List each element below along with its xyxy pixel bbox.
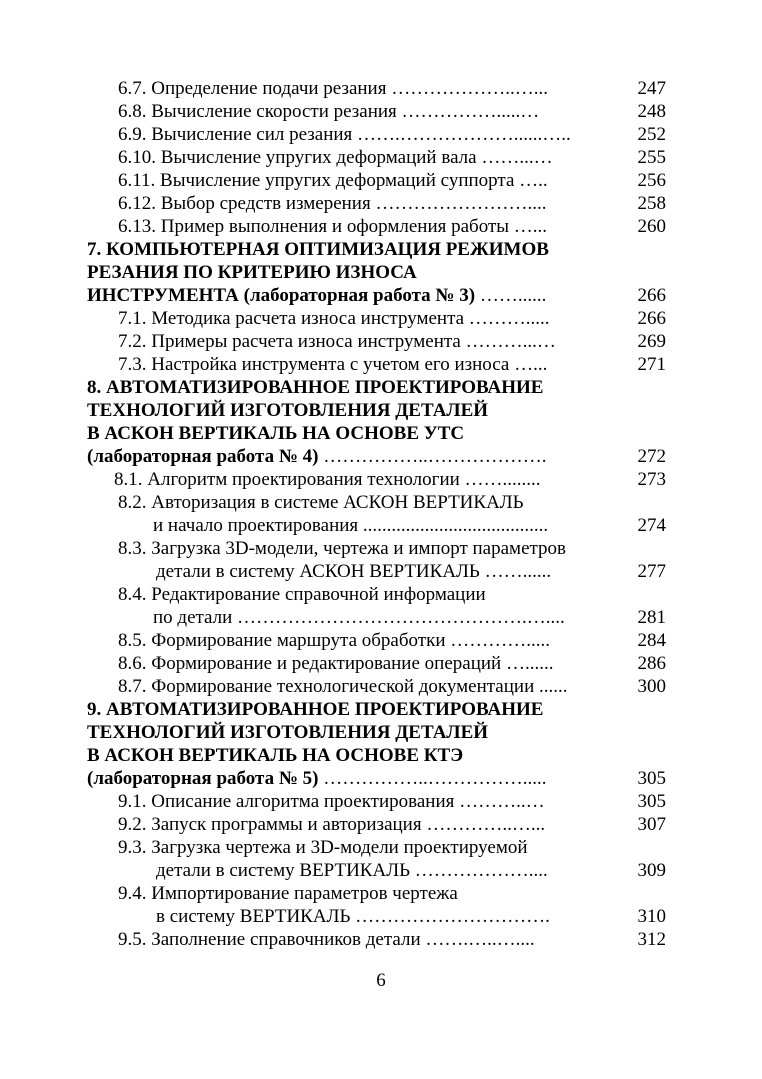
toc-entry-6-11 [118, 169, 666, 192]
toc-entry-page: 305 [637, 768, 666, 789]
toc-entry-chapter-8 [87, 445, 666, 468]
toc-entry-page: 247 [637, 78, 666, 99]
toc-entry-9-4 [156, 905, 666, 928]
toc-entry-8-2 [153, 514, 666, 537]
toc-entry-8-3-line-1: 8.3. Загрузка 3D-модели, чертежа и импорт параметров [118, 538, 567, 559]
toc-entry-page: 274 [637, 515, 666, 536]
toc-entry-page: 312 [637, 929, 666, 950]
toc-entry-title: 6.13. Пример выполнения и оформления работы …... [118, 216, 548, 237]
toc-entry-7-1 [118, 307, 666, 330]
toc-entry-title: 8.5. Формирование маршрута обработки …………..... [118, 630, 550, 651]
toc-entry-title: и начало проектирования ....................................... [153, 515, 549, 536]
toc-entry-page: 252 [637, 124, 666, 145]
page-number: 6 [376, 970, 386, 991]
toc-entry-page: 266 [637, 308, 666, 329]
toc-entry-9-3-line-1: 9.3. Загрузка чертежа и 3D-модели проектируемой [118, 837, 528, 858]
toc-entry-title: 6.11. Вычисление упругих деформаций суппорта ….. [118, 170, 548, 191]
toc-entry-page: 305 [637, 791, 666, 812]
toc-entry-title: 6.9. Вычисление сил резания …….………………......….. [118, 124, 571, 145]
toc-entry-page: 269 [637, 331, 666, 352]
toc-entry-6-7 [118, 77, 666, 100]
chapter-7-heading-line-2: РЕЗАНИЯ ПО КРИТЕРИЮ ИЗНОСА [87, 262, 417, 283]
toc-entry-9-5 [118, 928, 666, 951]
toc-entry-8-4-line-1: 8.4. Редактирование справочной информации [118, 584, 486, 605]
chapter-7-heading-line-3: ИНСТРУМЕНТА (лабораторная работа № 3) [87, 285, 476, 306]
toc-entry-page: 271 [637, 354, 666, 375]
toc-entry-title: 8.7. Формирование технологической документации ...... [118, 676, 568, 697]
toc-entry-6-12 [118, 192, 666, 215]
toc-entry-title: детали в систему ВЕРТИКАЛЬ ……………….... [156, 860, 548, 881]
toc-entry-8-2-line-1: 8.2. Авторизация в системе АСКОН ВЕРТИКАЛЬ [118, 492, 524, 513]
toc-entry-8-6 [118, 652, 666, 675]
toc-entry-title: 8.6. Формирование и редактирование операций …...... [118, 653, 554, 674]
toc-entry-page: 307 [637, 814, 666, 835]
toc-entry-8-4 [153, 606, 666, 629]
toc-entry-chapter-7 [87, 284, 666, 307]
toc-entry-page: 281 [637, 607, 666, 628]
toc-entry-title: 9.5. Заполнение справочников детали …….…..….... [118, 929, 535, 950]
toc-entry-title: 6.7. Определение подачи резания ………………..…... [118, 78, 548, 99]
toc-entry-title: 9.2. Запуск программы и авторизация …………..…... [118, 814, 546, 835]
toc-leader-dots: ……………..……………..... [318, 768, 547, 789]
chapter-8-heading-line-4: (лабораторная работа № 4) [87, 446, 319, 467]
toc-entry-page: 284 [637, 630, 666, 651]
toc-entry-page: 309 [637, 860, 666, 881]
toc-entry-7-3 [118, 353, 666, 376]
toc-entry-page: 248 [637, 101, 666, 122]
toc-entry-title: в систему ВЕРТИКАЛЬ …………………………. [156, 906, 550, 927]
toc-entry-9-4-line-1: 9.4. Импортирование параметров чертежа [118, 883, 458, 904]
toc-entry-page: 273 [637, 469, 666, 490]
toc-entry-title: 9.1. Описание алгоритма проектирования ………..… [118, 791, 545, 812]
toc-entry-page: 277 [637, 561, 666, 582]
toc-entry-8-7 [118, 675, 666, 698]
toc-entry-title: по детали ……………………………………….….... [153, 607, 565, 628]
toc-entry-title: 7.2. Примеры расчета износа инструмента ………...… [118, 331, 556, 352]
toc-leader-dots: ……………..………………. [318, 446, 547, 467]
toc-entry-title: 7.3. Настройка инструмента с учетом его износа …... [118, 354, 548, 375]
chapter-8-heading-line-3: В АСКОН ВЕРТИКАЛЬ НА ОСНОВЕ УТС [87, 423, 465, 444]
toc-entry-8-3 [156, 560, 666, 583]
chapter-9-heading-line-2: ТЕХНОЛОГИЙ ИЗГОТОВЛЕНИЯ ДЕТАЛЕЙ [87, 722, 489, 743]
chapter-8-heading-line-1: 8. АВТОМАТИЗИРОВАННОЕ ПРОЕКТИРОВАНИЕ [87, 377, 544, 398]
toc-entry-page: 260 [637, 216, 666, 237]
toc-entry-title: 6.10. Вычисление упругих деформаций вала ……...… [118, 147, 553, 168]
toc-entry-title: детали в систему АСКОН ВЕРТИКАЛЬ ……...... [156, 561, 552, 582]
toc-entry-9-2 [118, 813, 666, 836]
chapter-8-heading-line-2: ТЕХНОЛОГИЙ ИЗГОТОВЛЕНИЯ ДЕТАЛЕЙ [87, 400, 489, 421]
toc-entry-page: 286 [637, 653, 666, 674]
toc-entry-page: 258 [637, 193, 666, 214]
toc-entry-8-5 [118, 629, 666, 652]
toc-entry-title: 6.12. Выбор средств измерения …………………….... [118, 193, 547, 214]
toc-entry-title: 7.1. Методика расчета износа инструмента ………..... [118, 308, 550, 329]
chapter-9-heading-line-3: В АСКОН ВЕРТИКАЛЬ НА ОСНОВЕ КТЭ [87, 745, 464, 766]
toc-entry-6-13 [118, 215, 666, 238]
toc-entry-9-3 [156, 859, 666, 882]
toc-entry-7-2 [118, 330, 666, 353]
toc-entry-chapter-9 [87, 767, 666, 790]
toc-entry-title: 6.8. Вычисление скорости резания …………….....… [118, 101, 540, 122]
toc-entry-page: 300 [637, 676, 666, 697]
toc-entry-page: 272 [637, 446, 666, 467]
toc-entry-6-8 [118, 100, 666, 123]
toc-leader-dots: ……...... [475, 285, 547, 306]
toc-entry-page: 266 [637, 285, 666, 306]
toc-entry-9-1 [118, 790, 666, 813]
toc-entry-6-10 [118, 146, 666, 169]
chapter-7-heading-line-1: 7. КОМПЬЮТЕРНАЯ ОПТИМИЗАЦИЯ РЕЖИМОВ [87, 239, 549, 260]
toc-entry-page: 255 [637, 147, 666, 168]
chapter-9-heading-line-1: 9. АВТОМАТИЗИРОВАННОЕ ПРОЕКТИРОВАНИЕ [87, 699, 544, 720]
toc-entry-8-1 [114, 468, 666, 491]
toc-entry-page: 310 [637, 906, 666, 927]
toc-entry-page: 256 [637, 170, 666, 191]
chapter-9-heading-line-4: (лабораторная работа № 5) [87, 768, 319, 789]
toc-entry-title: 8.1. Алгоритм проектирования технологии ……........ [114, 469, 541, 490]
toc-entry-6-9 [118, 123, 666, 146]
